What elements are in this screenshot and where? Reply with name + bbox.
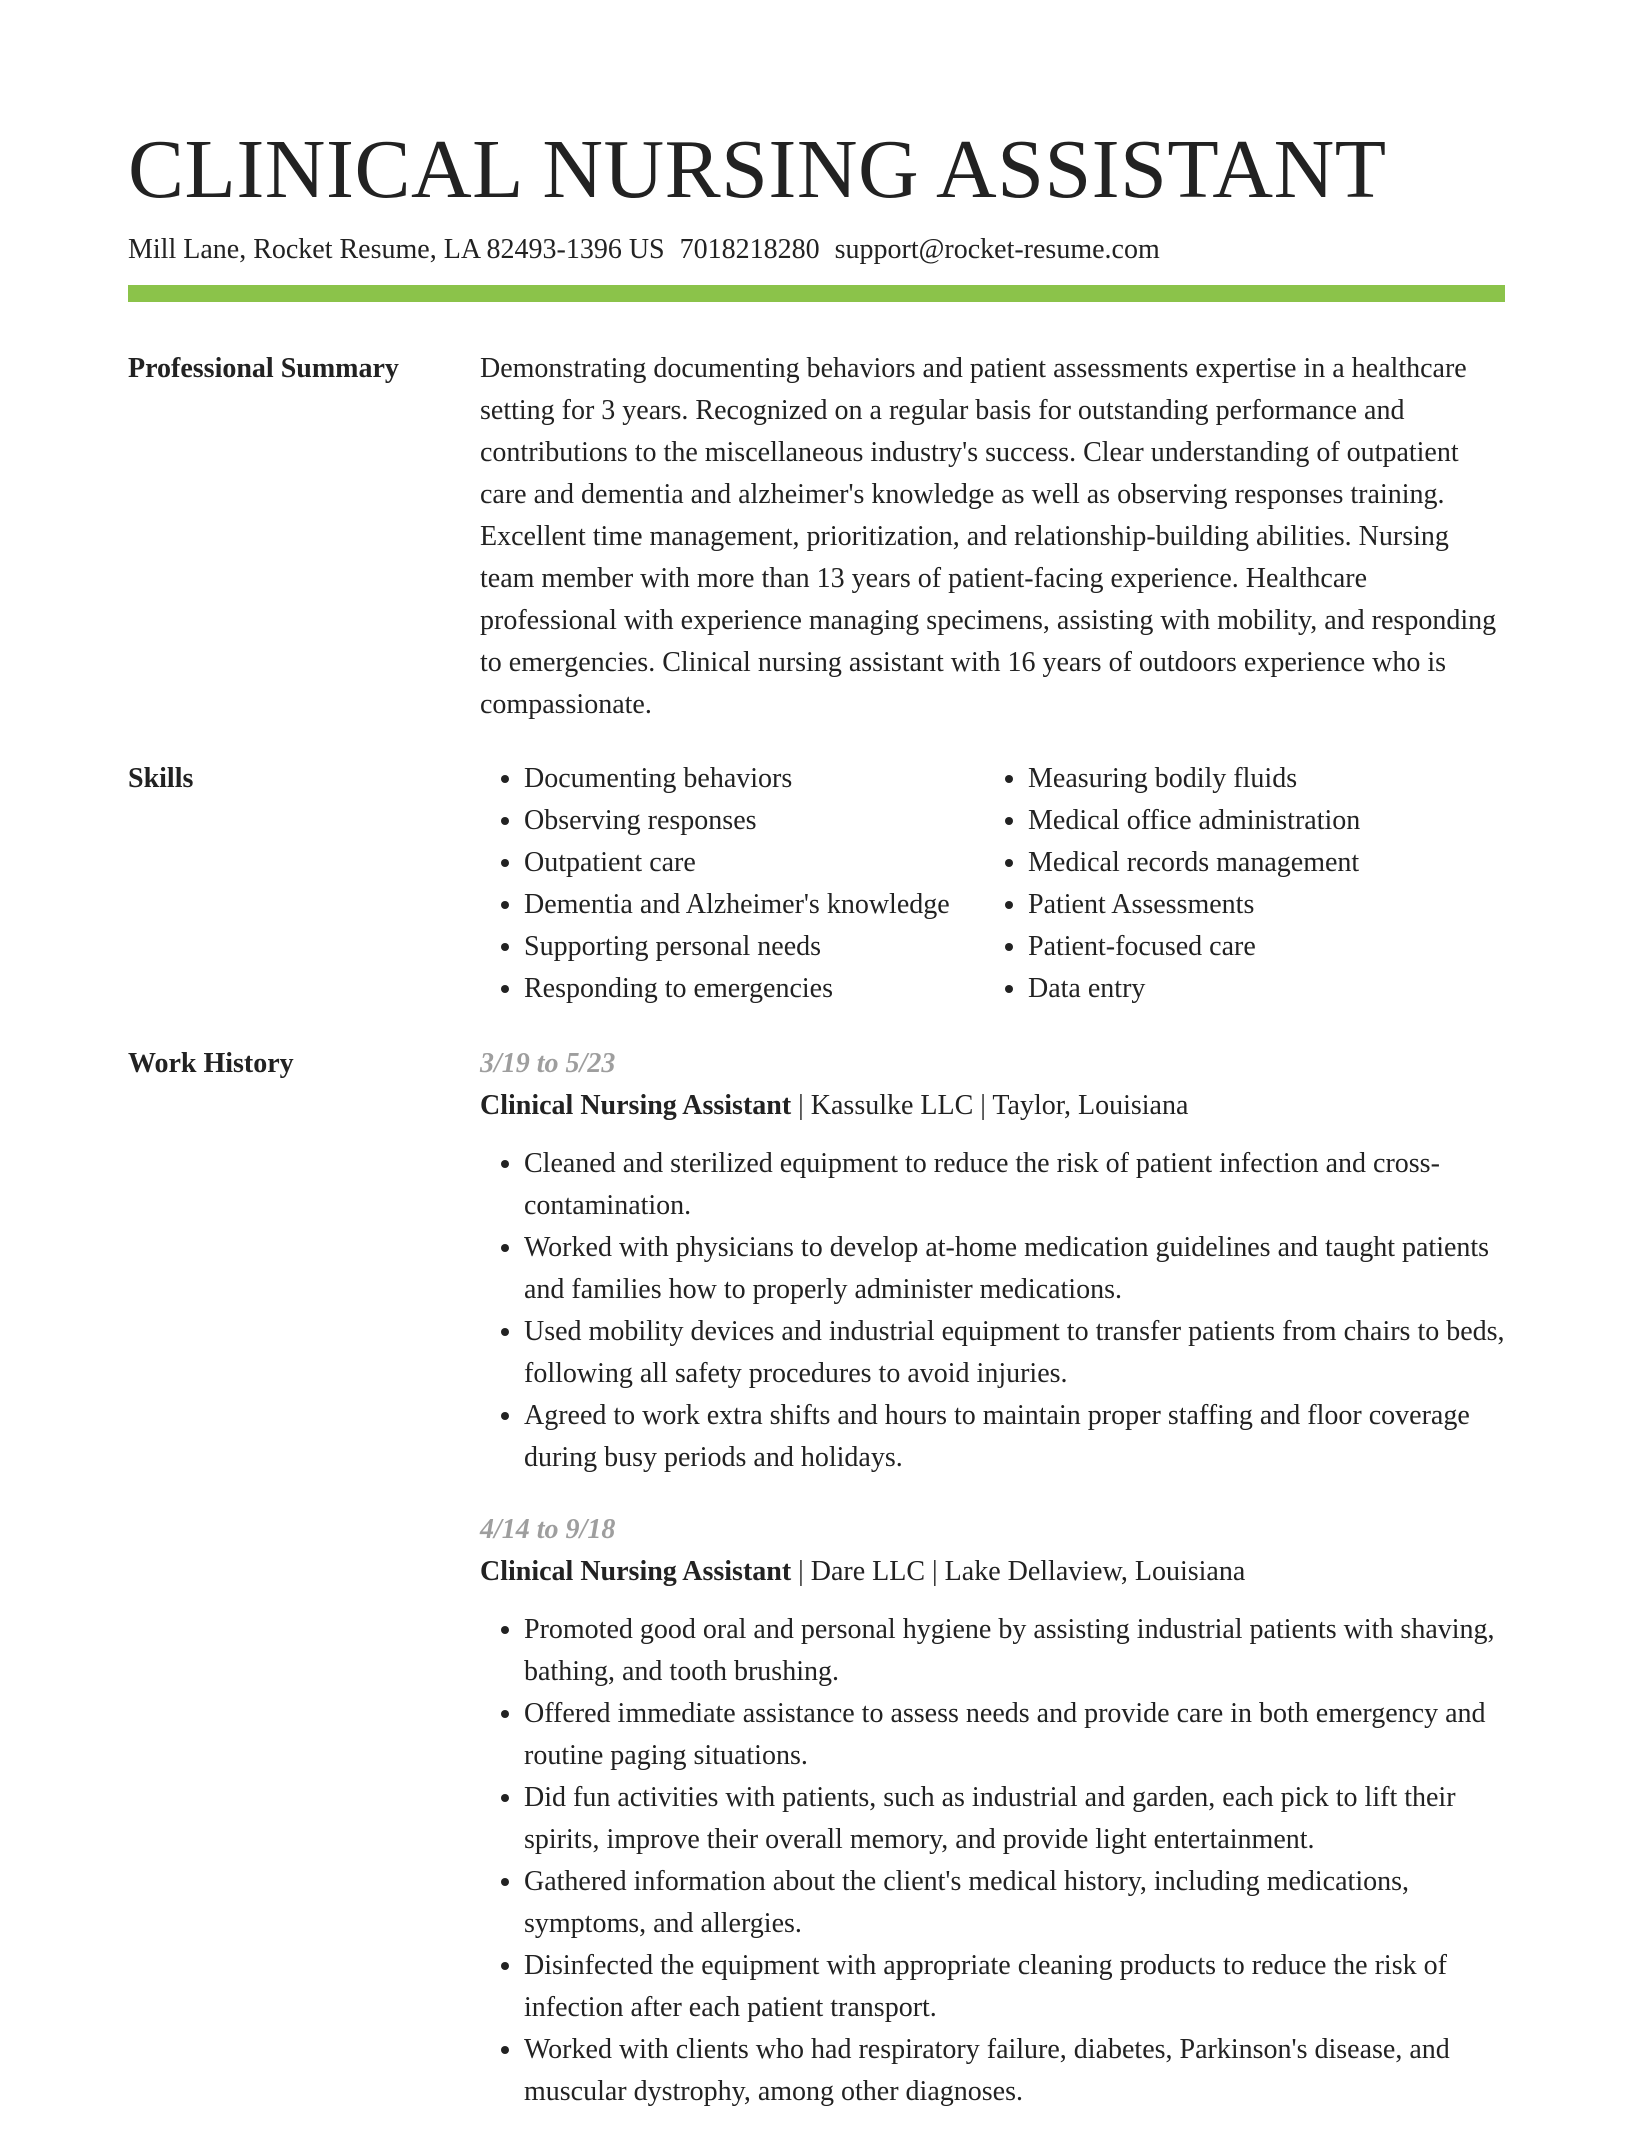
job-bullet: • Worked with clients who had respiratory failure, diabetes, Parkinson's disease, and muscular dystrophy, among other diagnoses.: [524, 2029, 1505, 2113]
job-title: Clinical Nursing Assistant: [480, 1090, 792, 1121]
job-entry: [480, 1043, 1505, 1479]
job-details: | Dare LLC | Lake Dellaview, Louisiana: [791, 1556, 1246, 1587]
job-bullet: • Agreed to work extra shifts and hours to maintain proper staffing and floor coverage during busy periods and holidays.: [524, 1395, 1505, 1479]
contact-email: support@rocket-resume.com: [834, 234, 1160, 265]
job-bullet: • Disinfected the equipment with appropriate cleaning products to reduce the risk of infection after each patient transport.: [524, 1945, 1505, 2029]
job-heading: [480, 1085, 1505, 1127]
job-title: Clinical Nursing Assistant: [480, 1556, 792, 1587]
skill-item: • Supporting personal needs: [524, 926, 984, 968]
summary-heading: Professional Summary: [128, 353, 399, 384]
job-entry: [480, 1509, 1505, 2113]
work-history-body: [480, 1043, 1505, 2143]
job-bullet-list: [480, 1143, 1505, 1479]
work-history-heading: Work History: [128, 1048, 294, 1079]
job-bullet: • Offered immediate assistance to assess needs and provide care in both emergency and routine paging situations.: [524, 1693, 1505, 1777]
job-dates: 4/14 to 9/18: [480, 1514, 616, 1545]
job-bullet: • Used mobility devices and industrial equipment to transfer patients from chairs to beds, following all safety procedures to avoid injuries.: [524, 1311, 1505, 1395]
skill-item: • Observing responses: [524, 800, 984, 842]
skill-item: • Dementia and Alzheimer's knowledge: [524, 884, 984, 926]
skills-list-right: [984, 758, 1488, 1010]
skill-item: • Data entry: [1028, 968, 1488, 1010]
skills-list-left: [480, 758, 984, 1010]
skills-columns: [480, 758, 1505, 1010]
summary-text: Demonstrating documenting behaviors and patient assessments expertise in a healthcare setting for 3 years. Recognized on a regular basis for outstanding performance and contributions to the miscellaneous industry's success. Clear understanding of outpatient care and dementia and alzheimer's knowledge as well as observing responses training. Excellent time management, prioritization, and relationship-building abilities. Nursing team member with more than 13 years of patient-facing experience. Healthcare professional with experience managing specimens, assisting with mobility, and responding to emergencies. Clinical nursing assistant with 16 years of outdoors experience who is compassionate.: [480, 353, 1497, 720]
skills-heading: Skills: [128, 763, 194, 794]
skill-item: • Medical records management: [1028, 842, 1488, 884]
job-details: | Kassulke LLC | Taylor, Louisiana: [791, 1090, 1189, 1121]
skills-body: [480, 758, 1505, 1010]
skill-item: • Medical office administration: [1028, 800, 1488, 842]
job-bullet: • Cleaned and sterilized equipment to reduce the risk of patient infection and cross-contamination.: [524, 1143, 1505, 1227]
summary-body: [480, 348, 1505, 726]
job-bullet: • Promoted good oral and personal hygiene by assisting industrial patients with shaving, bathing, and tooth brushing.: [524, 1609, 1505, 1693]
skill-item: • Outpatient care: [524, 842, 984, 884]
job-bullet: • Did fun activities with patients, such as industrial and garden, each pick to lift their spirits, improve their overall memory, and provide light entertainment.: [524, 1777, 1505, 1861]
job-heading: [480, 1551, 1505, 1593]
contact-phone: 7018218280: [679, 234, 820, 265]
job-bullet-list: [480, 1609, 1505, 2113]
skill-item: • Measuring bodily fluids: [1028, 758, 1488, 800]
job-dates: 3/19 to 5/23: [480, 1048, 616, 1079]
job-bullet: • Gathered information about the client's medical history, including medications, symptoms, and allergies.: [524, 1861, 1505, 1945]
accent-divider: [128, 285, 1505, 302]
skill-item: • Documenting behaviors: [524, 758, 984, 800]
skill-item: • Patient-focused care: [1028, 926, 1488, 968]
contact-line: [128, 230, 1160, 270]
page-title: CLINICAL NURSING ASSISTANT: [128, 123, 1387, 216]
skill-item: • Responding to emergencies: [524, 968, 984, 1010]
contact-address: Mill Lane, Rocket Resume, LA 82493-1396 US: [128, 234, 665, 265]
job-bullet: • Worked with physicians to develop at-home medication guidelines and taught patients and families how to properly administer medications.: [524, 1227, 1505, 1311]
skill-item: • Patient Assessments: [1028, 884, 1488, 926]
